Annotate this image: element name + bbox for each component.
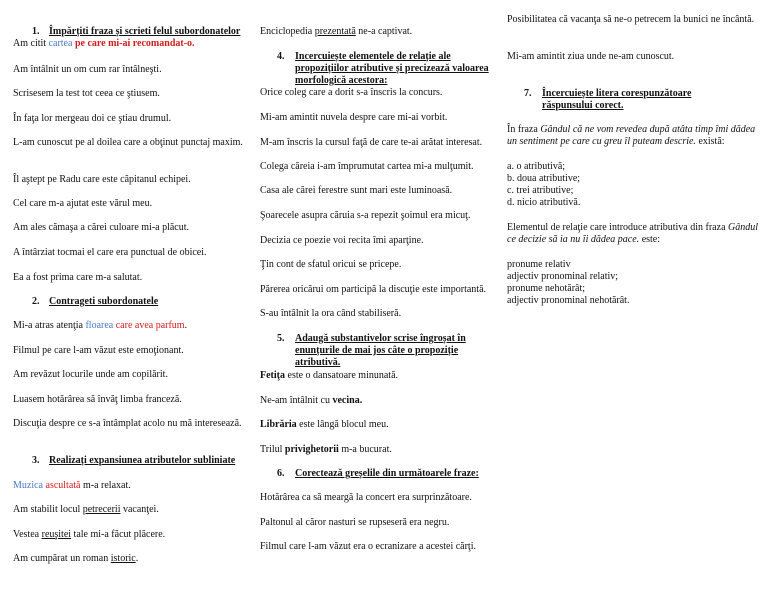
heading-6: 6. Corectează greșelile din următoarele fraze: <box>277 468 479 479</box>
sentence: Am ales cămaşa a cărei culoare mi-a plăcut. <box>13 222 190 233</box>
sentence: Mi-am amintit ziua unde ne-am cunoscut. <box>507 51 675 62</box>
sentence: Mi-am amintit nuvela despre care mi-ai vorbit. <box>260 112 448 123</box>
answer-option[interactable]: a. o atributivă; <box>507 161 566 172</box>
sentence: Decizia ce poezie voi recita îmi aparţine. <box>260 235 424 246</box>
sentence: Îl aştept pe Radu care este căpitanul echipei. <box>13 174 191 185</box>
sentence: Enciclopedia prezentată ne-a captivat. <box>260 26 413 37</box>
question-2: Elementul de relaţie care introduce atributiva din fraza Gândul ce decizie să ia nu îi dădea pace. este: <box>507 222 759 245</box>
sentence: Librăria este lângă blocul meu. <box>260 419 389 430</box>
sentence: Ne-am întâlnit cu vecina. <box>260 395 363 406</box>
heading-2: 2. Contrageti subordonatele <box>32 296 159 307</box>
sentence: Luasem hotărârea să învăţ limba franceză. <box>13 394 182 405</box>
sentence: L-am cunoscut pe al doilea care a obţinut punctaj maxim. <box>13 137 243 148</box>
sentence: S-au întâlnit la ora când stabiliseră. <box>260 308 402 319</box>
example-sentence-2: Mi-a atras atenţia floarea care avea parfum. <box>13 320 188 331</box>
sentence: Colega căreia i-am împrumutat cartea mi-a mulţumit. <box>260 161 474 172</box>
question-2-options <box>507 259 759 307</box>
sentence: Filmul pe care l-am văzut este emoţionant. <box>13 345 184 356</box>
sentence: Discuţia despre ce s-a întâmplat acolo nu mă interesează. <box>13 418 242 429</box>
sentence: Fetiţa este o dansatoare minunată. <box>260 370 399 381</box>
sentence: Hotărârea ca să meargă la concert era surprinzătoare. <box>260 492 472 503</box>
sentence: Posibilitatea că vacanţa să ne-o petrecem la bunici ne încântă. <box>507 14 755 25</box>
heading-7: 7. Încercuiește litera corespunzătoare răspunsului corect. <box>524 88 692 111</box>
sentence: În faţa lor mergeau doi ce ştiau drumul. <box>13 113 172 124</box>
sentence: Casa ale cărei ferestre sunt mari este luminoasă. <box>260 185 453 196</box>
sentence: Scrisesem la test tot ceea ce ştiusem. <box>13 88 160 99</box>
sentence: M-am înscris la cursul faţă de care te-ai arătat interesat. <box>260 137 483 148</box>
answer-option[interactable]: pronume relativ <box>507 259 571 270</box>
sentence: Am stabilit locul petrecerii vacanţei. <box>13 504 159 515</box>
sentence: Paltonul al căror nasturi se rupseseră era negru. <box>260 517 450 528</box>
sentence: Cel care m-a ajutat este vărul meu. <box>13 198 153 209</box>
heading-5: 5. Adaugă substantivelor scrise îngroșat în enunțurile de mai jos câte o propoziție atributivă. <box>277 333 466 368</box>
heading-3: 3. Realizați expansiunea atributelor subliniate <box>32 455 236 466</box>
sentence: Orice coleg care a dorit s-a înscris la concurs. <box>260 87 443 98</box>
sentence: Vestea reuşitei tale mi-a făcut plăcere. <box>13 529 166 540</box>
heading-1: 1. Împărțiti fraza și scrieti felul subordonatelor <box>32 26 241 37</box>
answer-option[interactable]: adjectiv pronominal nehotărât. <box>507 295 630 306</box>
heading-4: 4. Incercuiește elementele de relație ale propozițiilor atributive și precizează valoarea morfologică acestora: <box>277 51 489 86</box>
sentence: A întârziat tocmai el care era punctual de obicei. <box>13 247 207 258</box>
sentence: Am cumpărat un roman istoric. <box>13 553 139 564</box>
sentence: Am revăzut locurile unde am copilărit. <box>13 369 168 380</box>
question-1-options <box>507 161 759 209</box>
sentence: Ea a fost prima care m-a salutat. <box>13 272 143 283</box>
example-sentence-1: Am citit cartea pe care mi-ai recomandat-o. <box>13 38 195 49</box>
sentence: Trilul privighetorii m-a bucurat. <box>260 444 392 455</box>
answer-option[interactable]: c. trei atributive; <box>507 185 574 196</box>
sentence: Filmul care l-am văzut era o ecranizare a acestei cărţi. <box>260 541 476 552</box>
sentence: Am întâlnit un om cum rar întâlneşti. <box>13 64 162 75</box>
example-sentence-3: Muzica ascultată m-a relaxat. <box>13 480 131 491</box>
sentence: Părerea oricărui om participă la discuţie este importantă. <box>260 284 487 295</box>
answer-option[interactable]: d. nicio atributivă. <box>507 197 581 208</box>
answer-option[interactable]: adjectiv pronominal relativ; <box>507 271 619 282</box>
sentence: Şoarecele asupra căruia s-a repezit şoimul era micuţ. <box>260 210 471 221</box>
sentence: Ţin cont de sfatul oricui se pricepe. <box>260 259 402 270</box>
answer-option[interactable]: b. doua atributive; <box>507 173 581 184</box>
question-1: În fraza Gândul că ne vom revedea după atâta timp îmi dădea un sentiment pe care cu greu îl puteam descrie. există: <box>507 124 756 147</box>
answer-option[interactable]: pronume nehotărât; <box>507 283 586 294</box>
